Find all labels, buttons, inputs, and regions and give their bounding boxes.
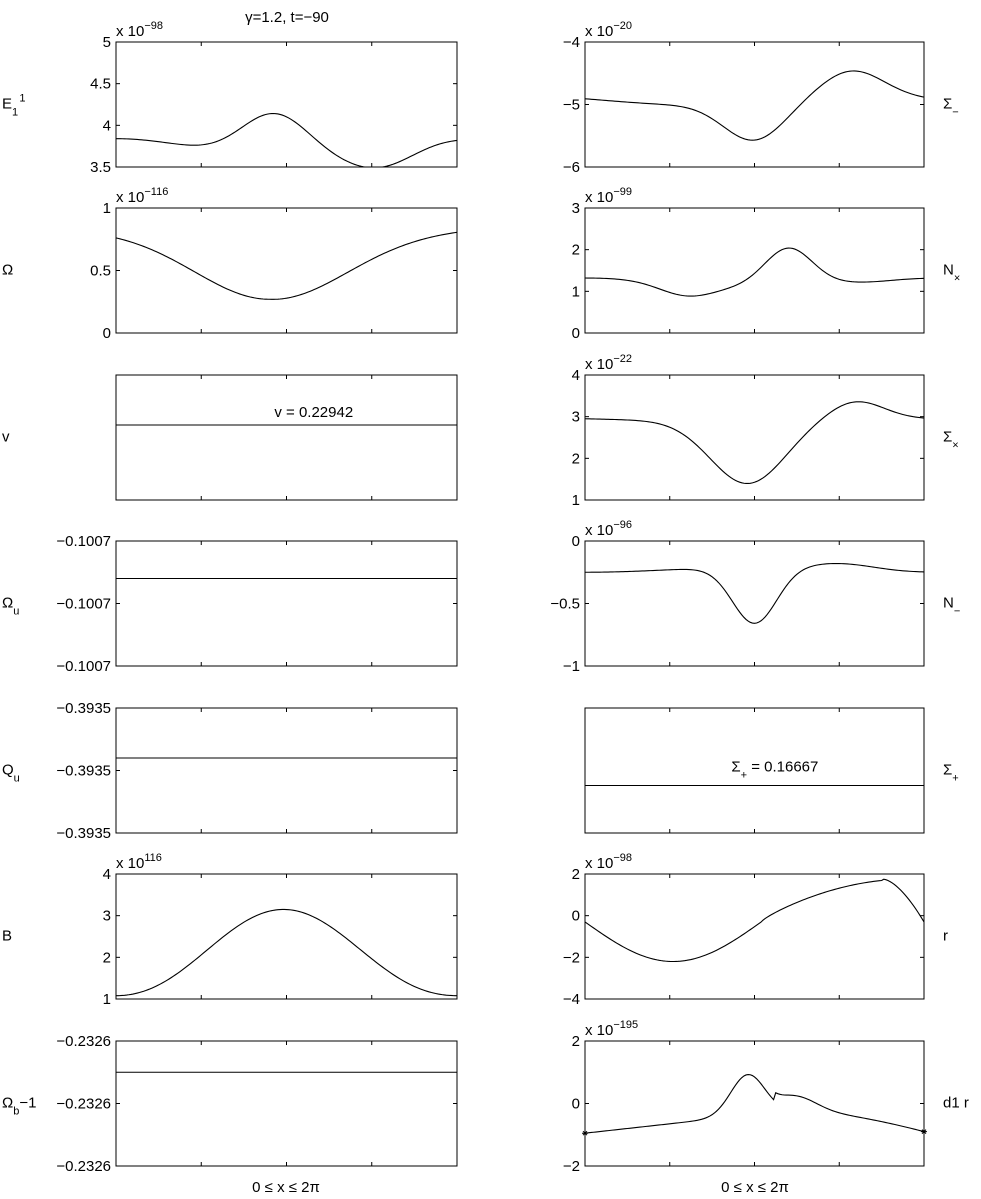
y-axis-label: $N_-$ [943,594,961,618]
figure-title: γ=1.2, t=−90 [245,9,329,26]
y-tick-label: 3 [571,200,580,217]
y-tick-label: 3 [571,408,580,426]
y-axis-label: $\Sigma_+$ [943,761,959,785]
axes-box [585,208,924,333]
x-axis-label-left: 0 ≤ x ≤ 2π [252,1179,320,1196]
panel-1 [2,186,457,342]
y-axis-label: B [2,927,13,945]
panel-2 [2,375,457,500]
panel-9 [572,353,959,509]
y-axis-label: d1 r [943,1094,969,1112]
panel-11 [585,708,959,833]
y-tick-label: −0.5 [550,595,580,613]
series-line [585,71,924,140]
y-tick-label: 0 [571,533,580,550]
exponent-label: x $10^{-116}$ [116,186,169,206]
axes-box [116,708,457,833]
y-tick-label: 0.5 [90,262,111,280]
y-tick-label: 2 [102,949,111,967]
exponent-label: x $10^{-20}$ [585,20,633,40]
axes-box [116,541,457,666]
y-tick-label: −0.3935 [56,762,111,780]
y-tick-label: −0.1007 [56,595,111,613]
y-tick-label: −2 [562,1158,580,1175]
axes-box [116,42,457,167]
x-axis-label-right: 0 ≤ x ≤ 2π [721,1179,789,1196]
y-tick-label: −4 [562,991,580,1008]
series-line [585,564,924,624]
y-axis-label: $\Sigma_-$ [943,95,959,119]
y-tick-label: 2 [571,1033,580,1050]
series-line [585,1075,924,1134]
exponent-label: x $10^{-99}$ [585,186,633,206]
series-line [585,248,924,296]
y-tick-label: 0 [571,907,580,925]
y-axis-label: r [943,927,948,945]
series-line [116,909,457,995]
panel-5 [2,852,457,1008]
y-tick-label: 1 [102,991,111,1008]
value-annotation: $\Sigma_+ = 0.16667$ [731,758,819,782]
axes-box [116,1041,457,1166]
y-tick-label: −0.1007 [56,658,111,675]
y-tick-label: 3.5 [90,159,111,176]
y-axis-label: $N_\times$ [943,261,961,285]
y-tick-label: −6 [562,159,580,176]
y-tick-label: −0.2326 [56,1095,111,1113]
panel-6 [2,1033,457,1175]
y-tick-label: 4 [102,866,111,883]
y-axis-label: $\Omega_u$ [2,594,20,618]
panel-3 [2,533,457,675]
series-line [116,114,457,168]
y-tick-label: 4 [102,117,111,135]
axes-box [116,208,457,333]
y-tick-label: 1 [571,492,580,509]
y-tick-label: −1 [562,658,580,675]
series-line [585,402,924,484]
y-tick-label: −0.2326 [56,1158,111,1175]
panel-0 [2,20,457,176]
y-tick-label: 1 [102,200,111,217]
axes-box [585,375,924,500]
y-axis-label: Ω [2,261,14,279]
y-tick-label: −2 [562,949,580,967]
y-tick-label: 3 [102,907,111,925]
panel-10 [550,519,960,675]
y-tick-label: 1 [571,283,580,301]
y-tick-label: −0.3935 [56,700,111,717]
series-line [585,879,924,961]
y-tick-label: 0 [102,325,111,342]
y-tick-label: 2 [571,450,580,468]
y-axis-label: $\Omega_b-1$ [2,1094,37,1118]
panel-13 [563,1019,969,1175]
y-axis-label: $\Sigma_\times$ [943,428,959,452]
exponent-label: x $10^{-98}$ [585,852,633,872]
y-tick-label: −0.1007 [56,533,111,550]
y-tick-label: −0.3935 [56,825,111,842]
y-tick-label: 2 [571,241,580,259]
axes-box [585,541,924,666]
panel-7 [563,20,959,176]
exponent-label: x $10^{-22}$ [585,353,633,373]
exponent-label: x $10^{-98}$ [116,20,164,40]
y-axis-label: $Q_u$ [2,761,20,785]
y-tick-label: 4 [571,367,580,384]
panel-4 [2,700,457,842]
axes-box [585,1041,924,1166]
y-tick-label: −5 [562,96,580,114]
y-tick-label: 0 [571,1095,580,1113]
exponent-label: x $10^{116}$ [116,852,162,872]
y-tick-label: −4 [562,34,580,51]
axes-box [116,375,457,500]
endpoint-marker [921,1129,927,1135]
value-annotation: v = 0.22942 [274,404,354,421]
y-tick-label: 2 [571,866,580,883]
y-tick-label: 5 [102,34,111,51]
y-axis-label: v [2,428,10,446]
y-axis-label: $E_1^1$ [2,92,26,119]
y-tick-label: −0.2326 [56,1033,111,1050]
y-tick-label: 0 [571,325,580,342]
panel-12 [563,852,948,1008]
axes-box [585,874,924,999]
exponent-label: x $10^{-96}$ [585,519,633,539]
exponent-label: x $10^{-195}$ [585,1019,639,1039]
panel-8 [572,186,961,342]
series-line [116,232,457,299]
endpoint-marker [582,1130,588,1136]
y-tick-label: 4.5 [90,75,111,93]
axes-box [585,42,924,167]
